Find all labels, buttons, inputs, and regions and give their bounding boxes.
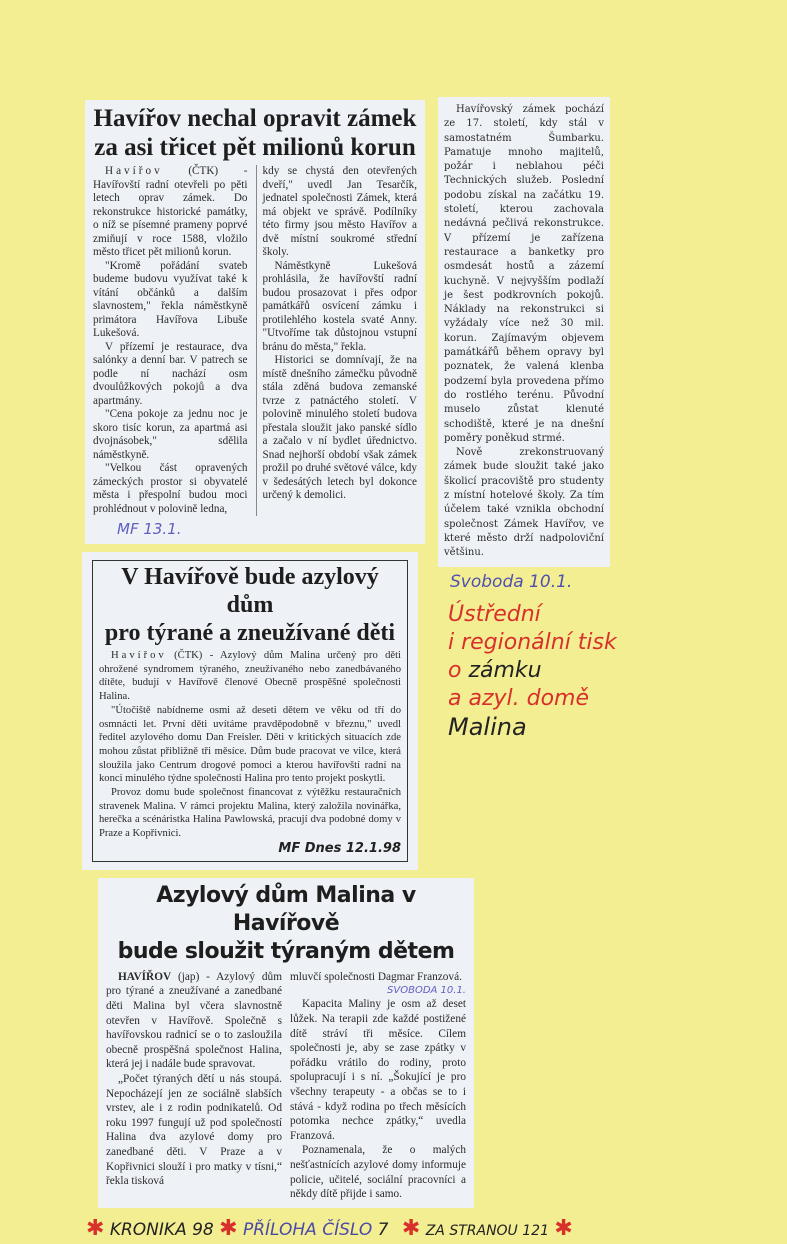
clipping-azylovy-dum-svoboda bbox=[98, 878, 474, 1208]
dateline: Havířov bbox=[111, 650, 167, 661]
handwritten-source-note: Svoboda 10.1. bbox=[450, 571, 573, 592]
clipping-zamek-svoboda bbox=[438, 97, 610, 567]
article-title bbox=[93, 104, 417, 162]
handwritten-source-note: SVOBODA 10.1. bbox=[387, 985, 466, 997]
paragraph: "Kromě pořádání svateb budeme budovu využívat také k vítání občánků a dalším slavnostem," řekla náměstkyně primátora Havířova Libuše Lukešová. bbox=[93, 259, 248, 339]
paragraph: (ČTK) - Havířovští radní otevřeli po pěti letech oprav zámek. Do rekonstrukce historické památky, o níž se písemné prameny poprvé zmiňují v roce 1588, vložilo město třicet pět milionů korun. bbox=[93, 165, 248, 258]
paragraph: Havířovský zámek pochází ze 17. století, kdy stál v samostatném Šumbarku. Pamatuje mnoho majitelů, požár i neblahou péči Technických služeb. Poslední podobu získal na začátku 19. století, kterou zachovala nedávná pečlivá rekonstrukce. V přízemí je zařízena restaurace a banketky pro osmdesát hostů a zázemí kuchyně. V nejvyšším podlaží je šest podkrovních pokojů. Náklady na rekonstrukci si vyžádaly více než 30 mil. korun. Zajímavým objevem památkářů během opravy byl poznatek, že valená klenba podzemí byla provedena přímo do rostlého terénu. Původní muselo zůstat klenuté schodiště, které je na dnešní poměry poněkud strmé. bbox=[444, 104, 604, 444]
summary-line: a azyl. domě bbox=[448, 685, 590, 711]
summary-line: i regionální tisk bbox=[448, 629, 617, 655]
paragraph: (jap) - Azylový dům pro týrané a zneužívané a zanedbané děti Malina byl včera slavnostně otevřen v Havířově. Společně s havířovskou radnicí se o to zasloužila obecně prospěšná společnost Halina, která jej i nadále bude spravovat. bbox=[106, 970, 282, 1071]
paragraph: „Počet týraných dětí u nás stoupá. Nepocházejí jen ze sociálně slabších vrstev, ale i z rodin podnikatelů. Od roku 1997 fungují už pod společností Halina dva azylové domy pro zanedbané děti. V Praze a v Kopřivnici slouží i pro matky v tísni,“ řekla tisková bbox=[106, 1073, 282, 1188]
clipping-azylovy-dum-mf bbox=[82, 552, 418, 870]
asterisk-icon: ✱ bbox=[86, 1215, 105, 1241]
asterisk-icon: ✱ bbox=[554, 1215, 573, 1241]
paragraph: Historici se domnívají, že na místě dnešního zámečku původně stála zděná budova zemanské tvrze z patnáctého století. V polovině minulého století budova přestala sloužit jako panské sídlo a začalo v ní bydlet úřednictvo. Snad nejhorší období však zámek prožil po druhé světové válce, kdy v šedesátých letech byl dokonce určený k demolici. bbox=[262, 354, 417, 501]
paragraph: "Velkou část opravených zámeckých prostor si obyvatelé města i přespolní budou moci prohlédnout v polovině ledna, bbox=[93, 462, 248, 515]
handwritten-summary bbox=[448, 601, 617, 741]
title-line: pro týrané a zneužívané děti bbox=[104, 620, 396, 646]
title-line: V Havířově bude azylový dům bbox=[121, 564, 379, 618]
right-column bbox=[438, 97, 668, 741]
asterisk-icon: ✱ bbox=[219, 1215, 238, 1241]
paragraph: kdy se chystá den otevřených dveří," uvedl Jan Tesarčík, jednatel společnosti Zámek, která má objekt ve správě. Podílníky této firmy jsou město Havířov a dvě místní soukromé střední školy. bbox=[262, 165, 417, 258]
title-line: bude sloužit týraným dětem bbox=[117, 938, 455, 964]
summary-line: Ústřední bbox=[448, 601, 541, 627]
paragraph: Kapacita Maliny je osm až deset lůžek. Na terapii zde každé postižené dítě stráví tři měsíce. Cílem společnosti je, aby se zase zpátky v pořádku vrátilo do rodiny, proto spolupracují i s ní. „Šokující je pro všechny terapeuty - a občas se to i stává - když rodina po třech měsících potomka nechce zpátky,“ uvedla Franzová. bbox=[290, 998, 466, 1142]
paragraph: mluvčí společnosti Dagmar Franzová. bbox=[290, 970, 462, 983]
dateline: HAVÍŘOV bbox=[118, 970, 172, 983]
summary-word: zámku bbox=[468, 657, 542, 683]
paragraph: Provoz domu bude společnost financovat z výtěžku restauračních stravenek Malina. V rámci projektu Malina, který založila novinářka, herečka a scénáristka Halina Pawlowská, pracují dva podobné domy v Praze a Kopřivnici. bbox=[99, 787, 401, 840]
page-reference: ZA STRANOU 121 bbox=[425, 1222, 549, 1239]
title-line: Azylový dům Malina v Havířově bbox=[156, 882, 416, 936]
clipping-zamek-mf bbox=[85, 100, 425, 544]
article-title bbox=[106, 882, 466, 966]
chronicle-label: KRONIKA 98 bbox=[109, 1219, 214, 1240]
summary-line: Malina bbox=[448, 712, 527, 741]
title-line: za asi třicet pět milionů korun bbox=[94, 134, 416, 161]
paragraph: Nově zrekonstruovaný zámek bude sloužit také jako školicí pracoviště pro studenty z místní hotelové školy. Za tím účelem také vznikla obchodní společnost Zámek Havířov, ve které město drží nadpoloviční většinu. bbox=[444, 447, 604, 559]
summary-line bbox=[448, 657, 617, 685]
dateline: Havířov bbox=[105, 165, 163, 177]
footer-annotation bbox=[86, 1216, 573, 1244]
attachment-label: PŘÍLOHA ČÍSLO bbox=[242, 1219, 373, 1240]
paragraph: V přízemí je restaurace, dva salónky a denní bar. V patrech se podle ní nachází osm dvoulůžkových pokojů a dva apartmány. bbox=[93, 340, 248, 407]
article-title bbox=[99, 563, 401, 647]
asterisk-icon: ✱ bbox=[401, 1215, 421, 1241]
handwritten-source-note: MF 13.1. bbox=[117, 520, 182, 538]
paragraph: (ČTK) - Azylový dům Malina určený pro děti ohrožené syndromem týraného, zneužívaného nebo zanedbávaného dítěte, budují v Havířově členové Obecně prospěšné společnosti Halina. bbox=[99, 650, 401, 703]
paragraph: Náměstkyně Lukešová prohlásila, že havířovští radní budou prosazovat i přes odpor památkářů osvícení zámku i protilehlého kostela svaté Anny. "Utvoříme tak důstojnou vstupní bránu do města," řekla. bbox=[262, 259, 417, 353]
handwritten-source-note: MF Dnes 12.1.98 bbox=[278, 840, 401, 856]
paragraph: "Cena pokoje za jednu noc je skoro tisíc korun, za apartmá asi dvojnásobek," sdělila náměstkyně. bbox=[93, 408, 248, 461]
summary-word: o bbox=[448, 657, 462, 683]
attachment-number: 7 bbox=[377, 1219, 389, 1240]
paragraph: "Útočiště nabídneme osmi až deseti dětem ve věku od tří do osmnácti let. První děti uvítáme pravděpodobně v březnu," uvedl ředitel azylového domu Dan Freisler. Děti v kritických situacích zde mohou zůstat přibližně tři měsíce. Dům bude pracovat ve vilce, která sloužila jako Centrum drogové pomoci a kterou havířovští radní na konci minulého týdne společnosti Halina pro tento projekt poskytli. bbox=[99, 704, 401, 785]
title-line: Havířov nechal opravit zámek bbox=[93, 105, 417, 132]
paragraph: Poznamenala, že o malých nešťastnících azylové domy informuje policie, učitelé, sociální pracovníci a někdy dítě přijde i samo. bbox=[290, 1144, 466, 1201]
